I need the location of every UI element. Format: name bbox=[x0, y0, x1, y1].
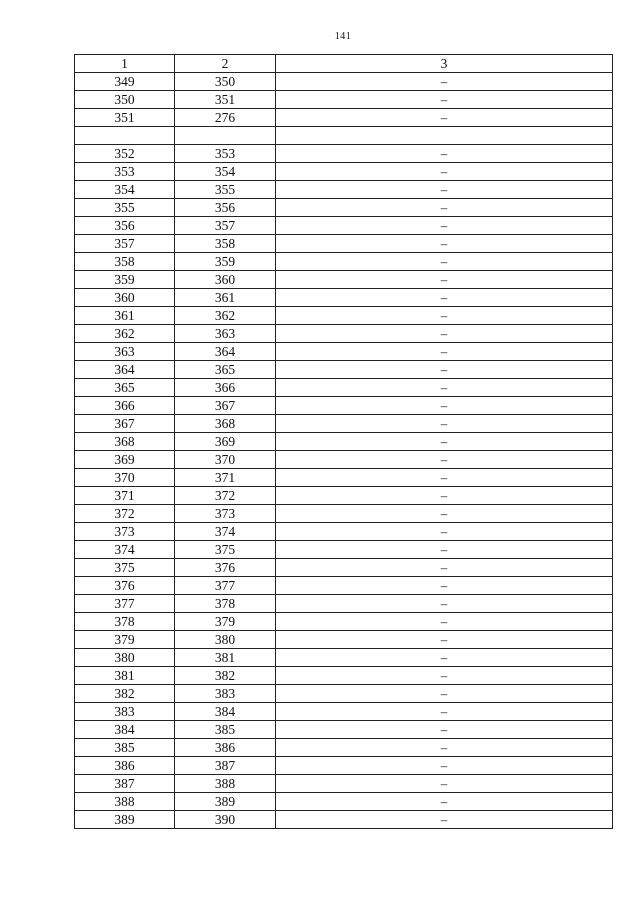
table-cell-col2: 368 bbox=[175, 415, 276, 433]
table-row bbox=[75, 343, 613, 361]
table-cell-col3: – bbox=[276, 559, 613, 577]
table-row bbox=[75, 397, 613, 415]
table-row bbox=[75, 127, 613, 145]
table-cell-col1: 351 bbox=[75, 109, 175, 127]
table-cell-col2: 365 bbox=[175, 361, 276, 379]
table-row bbox=[75, 271, 613, 289]
table-cell-col1: 360 bbox=[75, 289, 175, 307]
table-cell-col3: – bbox=[276, 145, 613, 163]
table-cell-col1: 384 bbox=[75, 721, 175, 739]
table-cell-col3: – bbox=[276, 685, 613, 703]
table-cell-col2: 375 bbox=[175, 541, 276, 559]
table-cell-col2: 374 bbox=[175, 523, 276, 541]
table-row bbox=[75, 379, 613, 397]
table-cell-col3: – bbox=[276, 379, 613, 397]
table-cell-col3: – bbox=[276, 667, 613, 685]
table-cell-col2: 387 bbox=[175, 757, 276, 775]
table-row bbox=[75, 577, 613, 595]
table-row bbox=[75, 145, 613, 163]
table-cell-col1: 350 bbox=[75, 91, 175, 109]
table-cell-col2: 353 bbox=[175, 145, 276, 163]
table-cell-col3: – bbox=[276, 307, 613, 325]
table-cell-col2: 358 bbox=[175, 235, 276, 253]
table-cell-col2: 366 bbox=[175, 379, 276, 397]
table-cell-col3: – bbox=[276, 235, 613, 253]
column-header-1: 1 bbox=[75, 55, 175, 73]
table-header bbox=[75, 55, 613, 73]
table-row bbox=[75, 559, 613, 577]
table-cell-col1: 361 bbox=[75, 307, 175, 325]
table-cell-col1: 377 bbox=[75, 595, 175, 613]
table-row bbox=[75, 235, 613, 253]
table-cell-col3: – bbox=[276, 325, 613, 343]
table-cell-col1: 364 bbox=[75, 361, 175, 379]
table-cell-col3: – bbox=[276, 109, 613, 127]
table-cell-col1: 365 bbox=[75, 379, 175, 397]
table-cell-col3: – bbox=[276, 721, 613, 739]
table-cell-col3: – bbox=[276, 289, 613, 307]
table-cell-col3: – bbox=[276, 793, 613, 811]
table-cell-col2: 385 bbox=[175, 721, 276, 739]
table-cell-col3: – bbox=[276, 415, 613, 433]
table-cell-col2: 388 bbox=[175, 775, 276, 793]
table-cell-col1: 352 bbox=[75, 145, 175, 163]
table-cell-col3: – bbox=[276, 271, 613, 289]
table-cell-col1: 371 bbox=[75, 487, 175, 505]
table-row bbox=[75, 289, 613, 307]
table-cell-col3: – bbox=[276, 361, 613, 379]
table-cell-col2: 354 bbox=[175, 163, 276, 181]
table-cell-col2: 379 bbox=[175, 613, 276, 631]
table-cell-col2: 386 bbox=[175, 739, 276, 757]
table-row bbox=[75, 613, 613, 631]
table-cell-col1: 386 bbox=[75, 757, 175, 775]
table-cell-col3: – bbox=[276, 343, 613, 361]
table-row bbox=[75, 631, 613, 649]
table-row bbox=[75, 541, 613, 559]
table-cell-col1: 379 bbox=[75, 631, 175, 649]
table-cell-col1: 385 bbox=[75, 739, 175, 757]
table-cell-col2 bbox=[175, 127, 276, 145]
table-cell-col1: 358 bbox=[75, 253, 175, 271]
table-cell-col1: 357 bbox=[75, 235, 175, 253]
data-table bbox=[74, 54, 613, 829]
table-cell-col3: – bbox=[276, 469, 613, 487]
table-cell-col3: – bbox=[276, 523, 613, 541]
table-cell-col3: – bbox=[276, 739, 613, 757]
table-cell-col1: 353 bbox=[75, 163, 175, 181]
table-row bbox=[75, 415, 613, 433]
table-cell-col1: 362 bbox=[75, 325, 175, 343]
table-cell-col1: 369 bbox=[75, 451, 175, 469]
table-row bbox=[75, 703, 613, 721]
table-row bbox=[75, 253, 613, 271]
table-cell-col1: 375 bbox=[75, 559, 175, 577]
table-row bbox=[75, 361, 613, 379]
table-cell-col2: 355 bbox=[175, 181, 276, 199]
table-row bbox=[75, 433, 613, 451]
table-cell-col3: – bbox=[276, 631, 613, 649]
table-row bbox=[75, 811, 613, 829]
table-cell-col1: 355 bbox=[75, 199, 175, 217]
table-cell-col1: 383 bbox=[75, 703, 175, 721]
table-cell-col3: – bbox=[276, 811, 613, 829]
table-cell-col3: – bbox=[276, 433, 613, 451]
table-row bbox=[75, 739, 613, 757]
table-cell-col2: 376 bbox=[175, 559, 276, 577]
table-cell-col1: 356 bbox=[75, 217, 175, 235]
table-cell-col3: – bbox=[276, 253, 613, 271]
table-row bbox=[75, 505, 613, 523]
table-cell-col2: 380 bbox=[175, 631, 276, 649]
table-cell-col2: 383 bbox=[175, 685, 276, 703]
table-cell-col1: 388 bbox=[75, 793, 175, 811]
table-row bbox=[75, 649, 613, 667]
table-row bbox=[75, 451, 613, 469]
table-row bbox=[75, 163, 613, 181]
table-cell-col1: 381 bbox=[75, 667, 175, 685]
table-cell-col3: – bbox=[276, 397, 613, 415]
table-cell-col2: 362 bbox=[175, 307, 276, 325]
table-cell-col2: 351 bbox=[175, 91, 276, 109]
table-cell-col2: 359 bbox=[175, 253, 276, 271]
table-cell-col3: – bbox=[276, 505, 613, 523]
table-row bbox=[75, 775, 613, 793]
table-row bbox=[75, 721, 613, 739]
table-cell-col2: 369 bbox=[175, 433, 276, 451]
table-row bbox=[75, 667, 613, 685]
table-cell-col1: 376 bbox=[75, 577, 175, 595]
table-cell-col1: 366 bbox=[75, 397, 175, 415]
table-cell-col1: 367 bbox=[75, 415, 175, 433]
table-row bbox=[75, 109, 613, 127]
table-cell-col1: 354 bbox=[75, 181, 175, 199]
table-cell-col2: 364 bbox=[175, 343, 276, 361]
table-row bbox=[75, 199, 613, 217]
table-row bbox=[75, 523, 613, 541]
table-row bbox=[75, 91, 613, 109]
table-cell-col3: – bbox=[276, 487, 613, 505]
table-cell-col3: – bbox=[276, 181, 613, 199]
table-cell-col1: 387 bbox=[75, 775, 175, 793]
table-cell-col2: 389 bbox=[175, 793, 276, 811]
table-row bbox=[75, 595, 613, 613]
table-cell-col1: 359 bbox=[75, 271, 175, 289]
table-cell-col3: – bbox=[276, 217, 613, 235]
table-cell-col1: 373 bbox=[75, 523, 175, 541]
table-cell-col2: 367 bbox=[175, 397, 276, 415]
table-cell-col2: 361 bbox=[175, 289, 276, 307]
table-cell-col3: – bbox=[276, 91, 613, 109]
table-body bbox=[75, 73, 613, 829]
column-header-2: 2 bbox=[175, 55, 276, 73]
table-cell-col1: 380 bbox=[75, 649, 175, 667]
table-cell-col2: 377 bbox=[175, 577, 276, 595]
table-row bbox=[75, 469, 613, 487]
table-cell-col1 bbox=[75, 127, 175, 145]
table-cell-col3: – bbox=[276, 577, 613, 595]
table-cell-col2: 390 bbox=[175, 811, 276, 829]
table-cell-col3: – bbox=[276, 649, 613, 667]
table-cell-col3: – bbox=[276, 613, 613, 631]
table-cell-col2: 381 bbox=[175, 649, 276, 667]
table-row bbox=[75, 757, 613, 775]
table-row bbox=[75, 487, 613, 505]
table-cell-col3: – bbox=[276, 541, 613, 559]
table-cell-col1: 368 bbox=[75, 433, 175, 451]
table-cell-col2: 350 bbox=[175, 73, 276, 91]
table-cell-col2: 360 bbox=[175, 271, 276, 289]
table-cell-col1: 389 bbox=[75, 811, 175, 829]
table-cell-col1: 372 bbox=[75, 505, 175, 523]
table-cell-col3: – bbox=[276, 775, 613, 793]
table-cell-col1: 370 bbox=[75, 469, 175, 487]
table-row bbox=[75, 793, 613, 811]
table-cell-col2: 373 bbox=[175, 505, 276, 523]
table-cell-col2: 363 bbox=[175, 325, 276, 343]
table-cell-col2: 382 bbox=[175, 667, 276, 685]
table-cell-col3: – bbox=[276, 703, 613, 721]
table-cell-col2: 372 bbox=[175, 487, 276, 505]
table-cell-col1: 382 bbox=[75, 685, 175, 703]
table-cell-col2: 356 bbox=[175, 199, 276, 217]
table-row bbox=[75, 217, 613, 235]
table-cell-col1: 349 bbox=[75, 73, 175, 91]
table-row bbox=[75, 685, 613, 703]
table-cell-col2: 371 bbox=[175, 469, 276, 487]
table-cell-col2: 276 bbox=[175, 109, 276, 127]
table-cell-col3 bbox=[276, 127, 613, 145]
table-cell-col3: – bbox=[276, 451, 613, 469]
table-row bbox=[75, 307, 613, 325]
page-number: 141 bbox=[334, 31, 352, 42]
table-cell-col3: – bbox=[276, 163, 613, 181]
table-row bbox=[75, 181, 613, 199]
table-cell-col3: – bbox=[276, 73, 613, 91]
column-header-3: 3 bbox=[276, 55, 613, 73]
table-cell-col2: 370 bbox=[175, 451, 276, 469]
table-cell-col3: – bbox=[276, 595, 613, 613]
header-row bbox=[75, 55, 613, 73]
table-cell-col2: 357 bbox=[175, 217, 276, 235]
table-cell-col1: 374 bbox=[75, 541, 175, 559]
table-cell-col1: 378 bbox=[75, 613, 175, 631]
table-row bbox=[75, 325, 613, 343]
table-cell-col3: – bbox=[276, 199, 613, 217]
table-cell-col2: 384 bbox=[175, 703, 276, 721]
table-cell-col3: – bbox=[276, 757, 613, 775]
table-row bbox=[75, 73, 613, 91]
table-cell-col1: 363 bbox=[75, 343, 175, 361]
table-cell-col2: 378 bbox=[175, 595, 276, 613]
